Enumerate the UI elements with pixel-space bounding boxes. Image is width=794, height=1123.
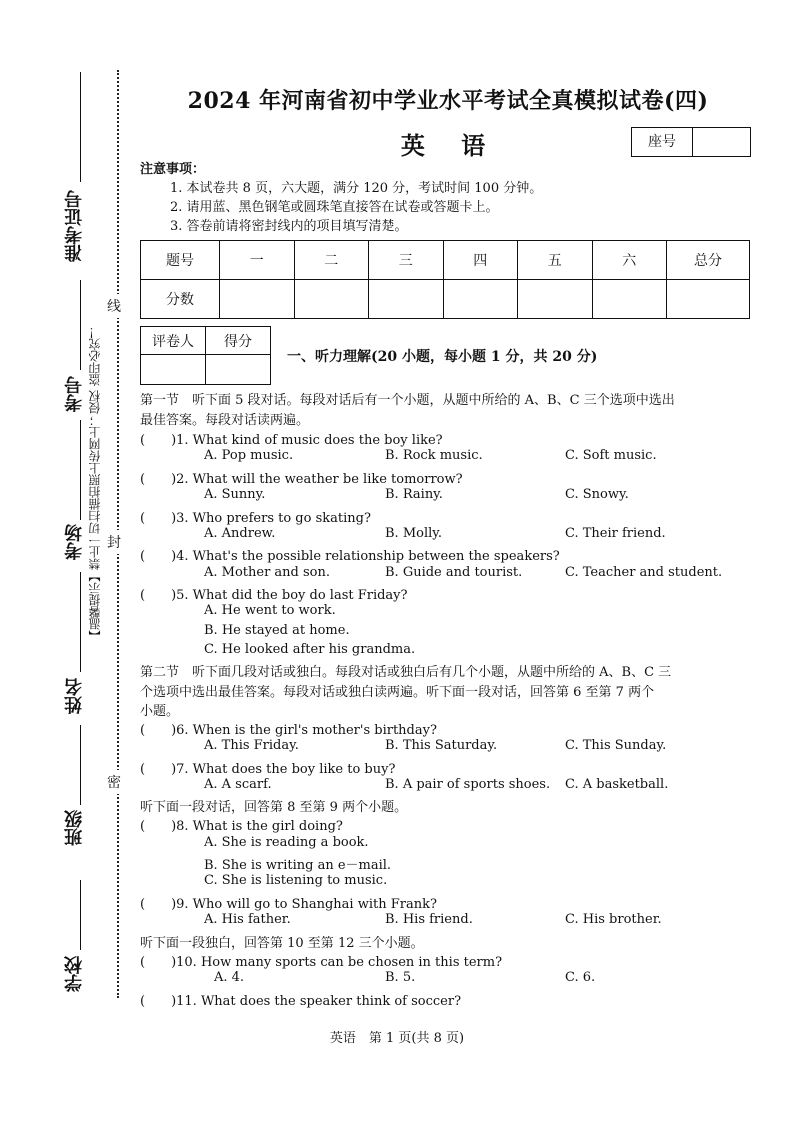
question-10: ( )10. How many sports can be chosen in this term? xyxy=(140,955,503,970)
points-label: 得分 xyxy=(206,327,271,355)
option-6c[interactable]: C. This Sunday. xyxy=(565,738,667,753)
score-table-cell: 分数 xyxy=(141,280,220,319)
part2-instructions: 第二节 听下面几段对话或独白。每段对话或独白后有几个小题，从题中所给的 A、B、C 三 xyxy=(140,665,672,680)
exam-id-underline xyxy=(80,72,81,182)
class-label: 班级 xyxy=(64,810,85,846)
option-9c[interactable]: C. His brother. xyxy=(565,912,662,927)
option-6a[interactable]: A. This Friday. xyxy=(204,738,299,753)
seal-char-feng: 封 xyxy=(107,530,121,554)
exam-id-label: 准考证号 xyxy=(64,190,85,262)
option-9b[interactable]: B. His friend. xyxy=(385,912,473,927)
score-cell-5[interactable] xyxy=(518,280,593,319)
question-7: ( )7. What does the boy like to buy? xyxy=(140,762,396,777)
option-1a[interactable]: A. Pop music. xyxy=(204,448,294,463)
option-5c[interactable]: C. He looked after his grandma. xyxy=(204,642,416,657)
score-table-cell: 题号 xyxy=(141,241,220,280)
question-9: ( )9. Who will go to Shanghai with Frank? xyxy=(140,897,437,912)
part2-instructions: 小题。 xyxy=(140,704,180,719)
name-underline xyxy=(80,572,81,672)
score-table xyxy=(140,240,750,319)
option-5a[interactable]: A. He went to work. xyxy=(204,603,336,618)
listening-lead-8-9: 听下面一段对话，回答第 8 至第 9 两个小题。 xyxy=(140,800,408,815)
notes-item: 2. 请用蓝、黑色钢笔或圆珠笔直接答在试卷或答题卡上。 xyxy=(170,200,499,215)
exam-room-underline xyxy=(80,420,81,520)
question-8: ( )8. What is the girl doing? xyxy=(140,819,343,834)
seal-char-mi: 密 xyxy=(107,770,121,794)
score-table-cell: 二 xyxy=(294,241,369,280)
option-8c[interactable]: C. She is listening to music. xyxy=(204,873,388,888)
option-3c[interactable]: C. Their friend. xyxy=(565,526,666,541)
option-7b[interactable]: B. A pair of sports shoes. xyxy=(385,777,551,792)
notes-item: 1. 本试卷共 8 页，六大题，满分 120 分，考试时间 100 分钟。 xyxy=(170,181,543,196)
grader-table xyxy=(140,326,271,385)
score-table-score-row xyxy=(141,280,750,319)
grader-field[interactable] xyxy=(141,355,206,385)
score-table-cell: 四 xyxy=(443,241,518,280)
grader-label: 评卷人 xyxy=(141,327,206,355)
score-cell-1[interactable] xyxy=(220,280,295,319)
exam-number-label: 考号 xyxy=(64,376,85,412)
part1-instructions: 最佳答案。每段对话读两遍。 xyxy=(140,413,310,428)
name-label: 姓名 xyxy=(64,678,85,714)
option-3b[interactable]: B. Molly. xyxy=(385,526,443,541)
question-5: ( )5. What did the boy do last Friday? xyxy=(140,588,408,603)
seal-char-xian: 线 xyxy=(107,294,121,318)
anti-piracy-notice: 【温馨提示】禁止一切扫描拍照上传网上；侵权 盗印必究！ xyxy=(88,326,102,642)
option-1b[interactable]: B. Rock music. xyxy=(385,448,483,463)
question-3: ( )3. Who prefers to go skating? xyxy=(140,511,371,526)
school-label: 学校 xyxy=(64,956,85,992)
exam-notes xyxy=(140,160,542,236)
question-6: ( )6. When is the girl's mother's birthday? xyxy=(140,723,437,738)
question-2: ( )2. What will the weather be like tomorrow? xyxy=(140,472,463,487)
option-7c[interactable]: C. A basketball. xyxy=(565,777,669,792)
option-2b[interactable]: B. Rainy. xyxy=(385,487,443,502)
exam-room-label: 考场 xyxy=(64,524,85,560)
seat-number-field[interactable] xyxy=(693,128,750,156)
option-10a[interactable]: A. 4. xyxy=(214,970,245,985)
score-table-cell: 六 xyxy=(592,241,667,280)
exam-title: 2024 年河南省初中学业水平考试全真模拟试卷(四) xyxy=(187,88,709,114)
option-5b[interactable]: B. He stayed at home. xyxy=(204,623,350,638)
notes-item: 3. 答卷前请将密封线内的项目填写清楚。 xyxy=(170,219,408,234)
option-4b[interactable]: B. Guide and tourist. xyxy=(385,565,523,580)
question-1: ( )1. What kind of music does the boy like? xyxy=(140,433,443,448)
option-1c[interactable]: C. Soft music. xyxy=(565,448,657,463)
part2-instructions: 个选项中选出最佳答案。每段对话或独白读两遍。听下面一段对话，回答第 6 至第 7 两个 xyxy=(140,685,655,700)
score-cell-2[interactable] xyxy=(294,280,369,319)
score-table-cell: 总分 xyxy=(667,241,750,280)
listening-lead-10-12: 听下面一段独白，回答第 10 至第 12 三个小题。 xyxy=(140,936,424,951)
seat-number-box xyxy=(631,127,751,157)
school-underline xyxy=(80,880,81,950)
seat-number-label: 座号 xyxy=(632,128,693,156)
page-footer: 英语 第 1 页(共 8 页) xyxy=(329,1031,465,1046)
option-8b[interactable]: B. She is writing an e－mail. xyxy=(204,858,392,873)
option-8a[interactable]: A. She is reading a book. xyxy=(204,835,369,850)
score-cell-total[interactable] xyxy=(667,280,750,319)
class-underline xyxy=(80,725,81,805)
option-3a[interactable]: A. Andrew. xyxy=(204,526,276,541)
option-6b[interactable]: B. This Saturday. xyxy=(385,738,498,753)
option-9a[interactable]: A. His father. xyxy=(204,912,291,927)
option-4c[interactable]: C. Teacher and student. xyxy=(565,565,723,580)
option-10b[interactable]: B. 5. xyxy=(385,970,416,985)
subject-title: 英 语 xyxy=(400,131,500,160)
score-table-cell: 一 xyxy=(220,241,295,280)
notes-heading: 注意事项： xyxy=(140,162,206,177)
score-table-cell: 三 xyxy=(369,241,444,280)
score-table-header-row xyxy=(141,241,750,280)
section-title-listening: 一、听力理解(20 小题，每小题 1 分，共 20 分) xyxy=(287,349,598,365)
score-table-cell: 五 xyxy=(518,241,593,280)
exam-number-underline xyxy=(80,280,81,370)
option-2c[interactable]: C. Snowy. xyxy=(565,487,629,502)
question-4: ( )4. What's the possible relationship between the speakers? xyxy=(140,549,560,564)
points-field[interactable] xyxy=(206,355,271,385)
option-2a[interactable]: A. Sunny. xyxy=(204,487,266,502)
score-cell-3[interactable] xyxy=(369,280,444,319)
part1-instructions: 第一节 听下面 5 段对话。每段对话后有一个小题，从题中所给的 A、B、C 三个选项中选出 xyxy=(140,393,675,408)
score-cell-4[interactable] xyxy=(443,280,518,319)
option-4a[interactable]: A. Mother and son. xyxy=(204,565,331,580)
score-cell-6[interactable] xyxy=(592,280,667,319)
question-11: ( )11. What does the speaker think of soccer? xyxy=(140,994,462,1009)
option-7a[interactable]: A. A scarf. xyxy=(204,777,272,792)
option-10c[interactable]: C. 6. xyxy=(565,970,596,985)
